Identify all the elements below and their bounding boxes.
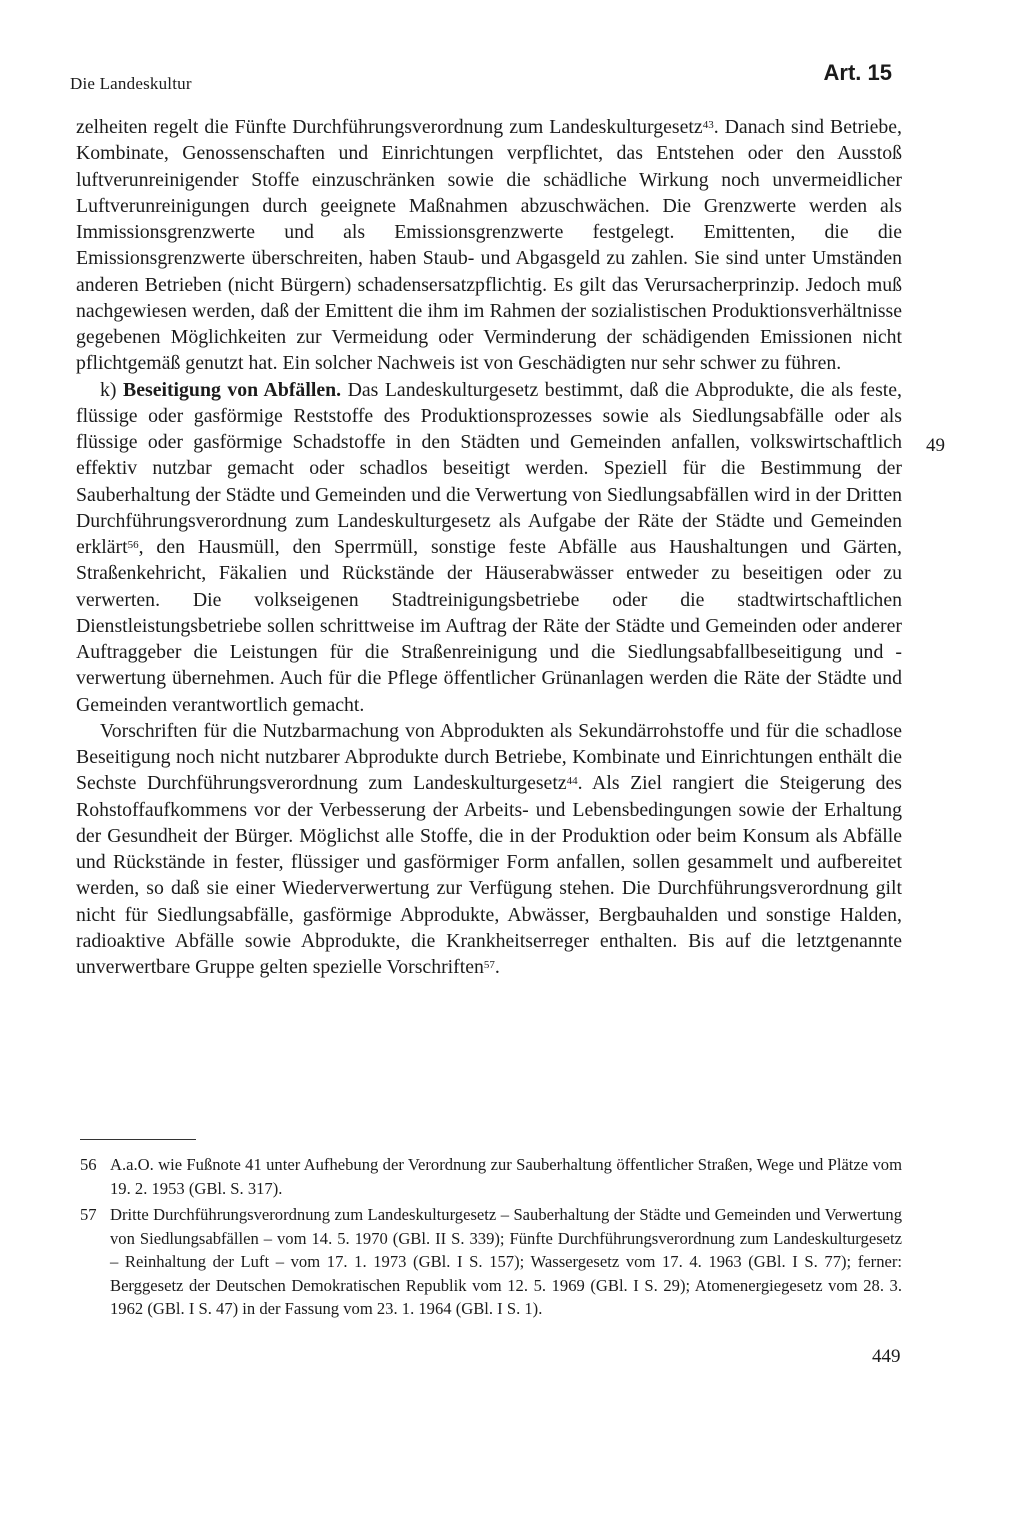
paragraph: [76, 377, 902, 718]
page-number: 449: [872, 1346, 901, 1367]
footnote-ref[interactable]: 57: [483, 959, 495, 971]
body-text: [76, 114, 902, 980]
margin-number: 49: [926, 435, 945, 456]
footnote: [80, 1153, 902, 1200]
footnote-text: Dritte Durchführungsverordnung zum Landeskulturgesetz – Sauberhaltung der Städte und Gemeinden und Verwertung von Siedlungsabfällen – vom 14. 5. 1970 (GBl. II S. 339); Fünfte Durchführungsverordnung zum Landeskulturgesetz – Reinhaltung der Luft – vom 17. 1. 1973 (GBl. I S. 157); Wassergesetz vom 17. 4. 1963 (GBl. I S. 77); ferner: Berggesetz der Deutschen Demokratischen Republik vom 12. 5. 1969 (GBl. I S. 29); Atomenergiegesetz vom 28. 3. 1962 (GBl. I S. 47) in der Fassung vom 23. 1. 1964 (GBl. I S. 1).: [110, 1205, 902, 1318]
paragraph-text: zelheiten regelt die Fünfte Durchführungsverordnung zum Landeskulturgesetz: [76, 116, 703, 138]
footnote-ref[interactable]: 56: [127, 539, 139, 551]
paragraph-text: Das Landeskulturgesetz bestimmt, daß die Abprodukte, die als feste, flüssige oder gasförmige Reststoffe des Produktionsprozesses sowie als Siedlungsabfälle oder als flüssige oder gasförmige Schadstoffe in den Städten und Gemeinden anfallen, volkswirtschaftlich effektiv nutzbar gemacht oder schadlos beseitigt werden. Speziell für die Bestimmung der Sauberhaltung der Städte und Gemeinden und die Verwertung von Siedlungsabfällen wird in der Dritten Durchführungsverordnung zum Landeskulturgesetz als Aufgabe der Räte der Städte und Gemeinden erklärt: [76, 378, 902, 558]
footnote-text: A.a.O. wie Fußnote 41 unter Aufhebung der Verordnung zur Sauberhaltung öffentlicher Straßen, Wege und Plätze vom 19. 2. 1953 (GBl. S. 317).: [110, 1155, 902, 1198]
paragraph: [76, 718, 902, 981]
footnote-ref[interactable]: 44: [566, 775, 578, 788]
section-heading: Beseitigung von Abfällen.: [123, 378, 342, 401]
footnote-ref[interactable]: 43: [702, 119, 714, 131]
section-label: k): [100, 378, 117, 401]
footnotes: [80, 1153, 902, 1324]
paragraph-text: . Danach sind Betriebe, Kombinate, Genossenschaften und Einrichtungen verpflichtet, das Entstehen oder den Ausstoß luftverunreinigender Stoffe einzuschränken sowie die schädliche Wirkung noch unvermeidlicher Luftverunreinigungen durch geeignete Maßnahmen abzuschwächen. Die Grenzwerte werden als Immissionsgrenzwerte und als Emissionsgrenzwerte festgelegt. Emittenten, die die Emissionsgrenzwerte überschreiten, haben Staub- und Abgasgeld zu zahlen. Sie sind unter Umständen anderen Betrieben (nicht Bürgern) schadensersatzpflichtig. Es gilt das Verursacherprinzip. Jedoch muß nachgewiesen werden, daß der Emittent die ihm im Rahmen der sozialistischen Produktionsverhältnisse gegebenen Möglichkeiten zur Vermeidung oder Verminderung der schädigenden Emissionen nicht pflichtgemäß genutzt hat. Ein solcher Nachweis ist von Geschädigten nur sehr schwer zu führen.: [76, 116, 902, 375]
footnote-rule: [80, 1139, 196, 1140]
paragraph-text: . Als Ziel rangiert die Steigerung des Rohstoffaufkommens vor der Verbesserung der Arbeits- und Lebensbedingungen sowie der Erhaltung der Gesundheit der Bürger. Möglichst alle Stoffe, die in der Produktion oder beim Konsum als Abfälle und Rückstände in fester, flüssiger und gasförmiger Form anfallen, sollen gesammelt und aufbereitet werden, so daß sie einer Wiederverwertung zur Verfügung stehen. Die Durchführungsverordnung gilt nicht für Siedlungsabfälle, gasförmige Abprodukte, Abwässer, Bergbauhalden und sonstige Halden, radioaktive Abfälle sowie Abprodukte, die Krankheitserreger enthalten. Bis auf die letztgenannte unverwertbare Gruppe gelten spezielle Vorschriften: [76, 772, 902, 978]
footnote-number: 56: [80, 1155, 97, 1174]
article-label: Art. 15: [823, 60, 892, 85]
paragraph-text: , den Hausmüll, den Sperrmüll, sonstige feste Abfälle aus Haushaltungen und Gärten, Straßenkehricht, Fäkalien und Rückstände der Häuserabwässer entweder zu beseitigen oder zu verwerten. Die volkseigenen Stadtreinigungsbetriebe oder die stadtwirtschaftlichen Dienstleistungsbetriebe sollen schrittweise im Auftrag der Räte der Städte und Gemeinden oder anderer Auftraggeber die Leistungen für die Straßenreinigung und die Siedlungsabfallbeseitigung und -verwertung übernehmen. Auch für die Pflege öffentlicher Grünanlagen werden die Räte der Städte und Gemeinden verantwortlich gemacht.: [76, 536, 902, 716]
paragraph: [76, 114, 902, 377]
footnote-number: 57: [80, 1205, 97, 1224]
paragraph-text: .: [494, 956, 500, 978]
running-head: Die Landeskultur: [70, 74, 192, 93]
paragraph-text: Vorschriften für die Nutzbarmachung von Abprodukten als Sekundärrohstoffe und für die schadlose Beseitigung noch nicht nutzbarer Abprodukte durch Betriebe, Kombinate und Einrichtungen enthält die Sechste Durchführungsverordnung zum Landeskulturgesetz: [76, 719, 902, 795]
footnote: [80, 1203, 902, 1321]
